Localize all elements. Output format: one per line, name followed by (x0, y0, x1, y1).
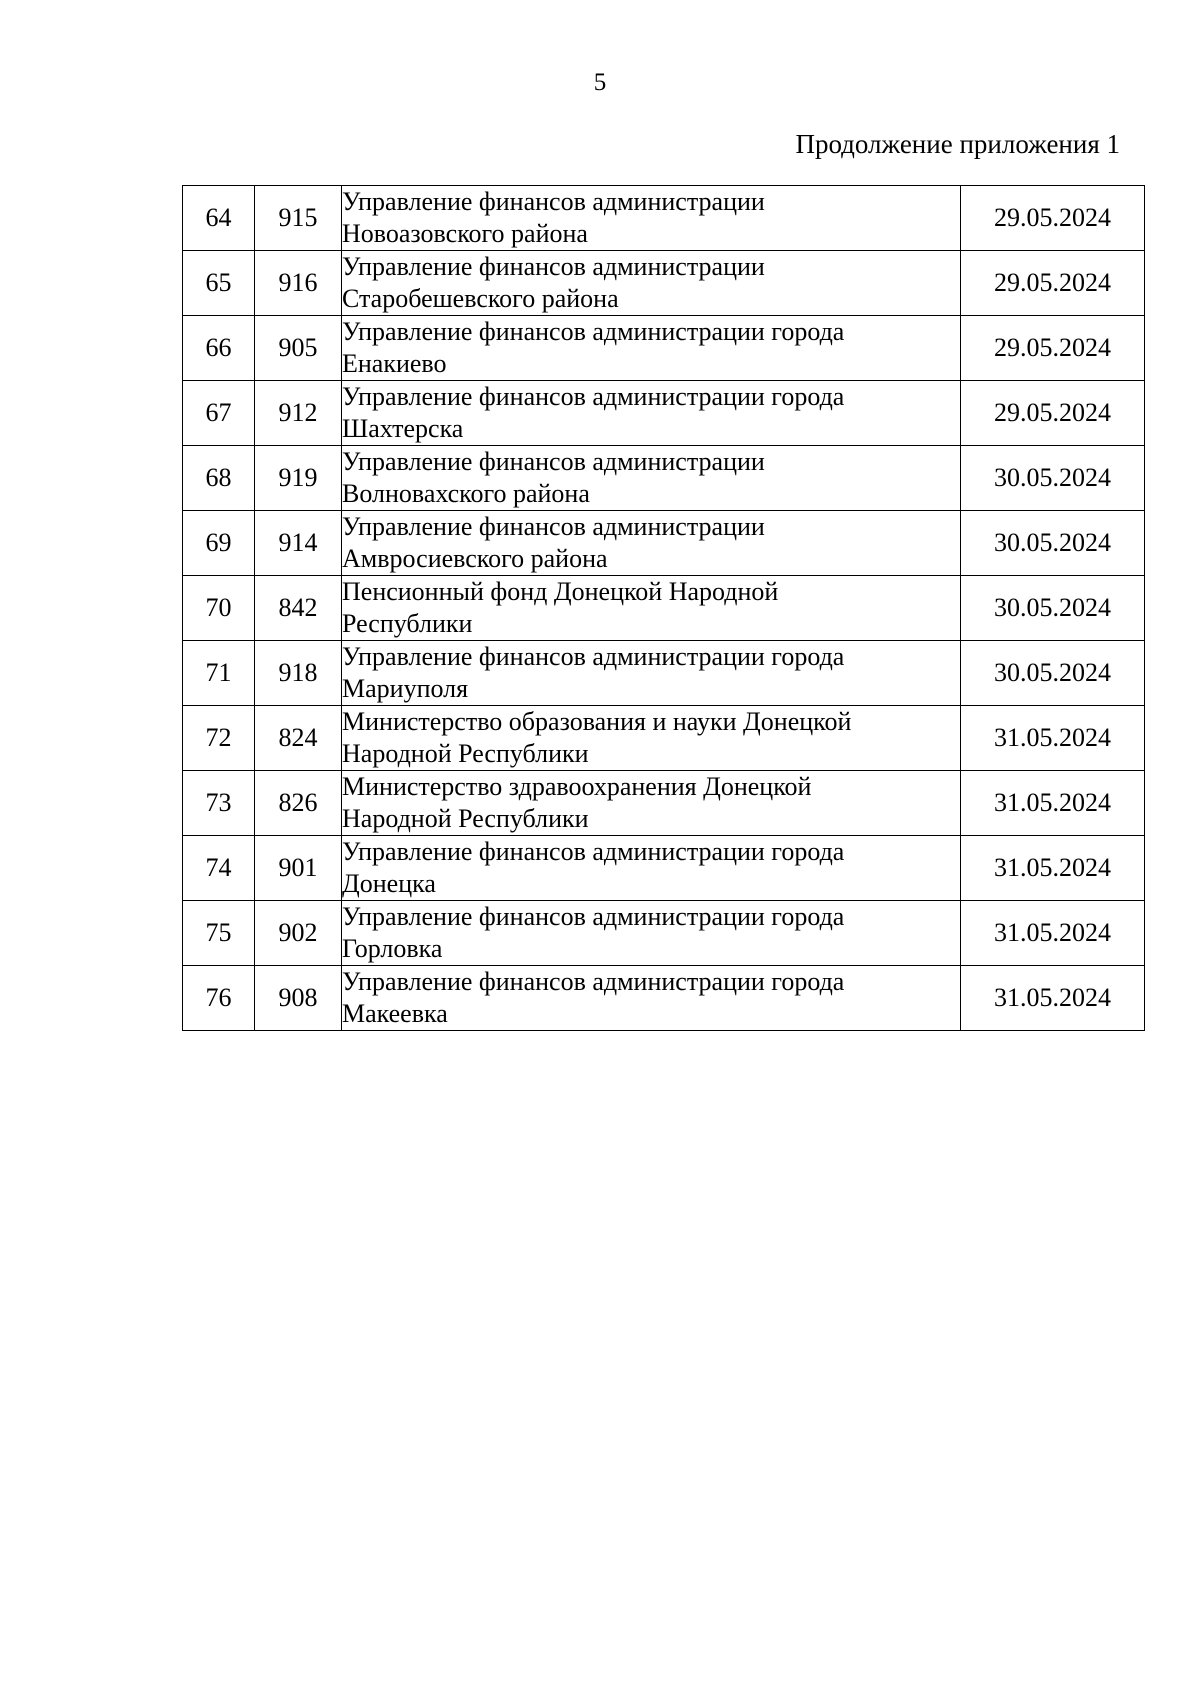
date-cell: 29.05.2024 (961, 316, 1145, 381)
date-cell: 31.05.2024 (961, 706, 1145, 771)
table-row (183, 771, 1145, 836)
organization-name-line: Управление финансов администрации города (342, 902, 845, 931)
table-row (183, 641, 1145, 706)
code-cell: 901 (255, 836, 342, 901)
organization-name-cell (342, 446, 961, 511)
organization-name-line: Министерство здравоохранения Донецкой (342, 772, 812, 801)
code-cell: 902 (255, 901, 342, 966)
organization-name-cell (342, 316, 961, 381)
organization-name-cell (342, 706, 961, 771)
date-cell: 31.05.2024 (961, 771, 1145, 836)
organization-name-cell (342, 901, 961, 966)
row-number-cell: 73 (183, 771, 255, 836)
row-number-cell: 70 (183, 576, 255, 641)
organization-name-cell (342, 836, 961, 901)
table-row (183, 446, 1145, 511)
table-row (183, 511, 1145, 576)
organization-name-line: Республики (342, 609, 473, 638)
table-row (183, 186, 1145, 251)
organization-name-cell (342, 771, 961, 836)
organization-name-line: Управление финансов администрации города (342, 837, 845, 866)
organization-name-cell (342, 381, 961, 446)
code-cell: 905 (255, 316, 342, 381)
row-number-cell: 66 (183, 316, 255, 381)
organization-name-line: Народной Республики (342, 739, 589, 768)
row-number-cell: 71 (183, 641, 255, 706)
code-cell: 919 (255, 446, 342, 511)
row-number-cell: 69 (183, 511, 255, 576)
date-cell: 30.05.2024 (961, 576, 1145, 641)
organization-name-line: Енакиево (342, 349, 447, 378)
table-row (183, 706, 1145, 771)
organization-name-cell (342, 576, 961, 641)
organization-name-line: Пенсионный фонд Донецкой Народной (342, 577, 779, 606)
organization-name-cell (342, 251, 961, 316)
registry-table (182, 185, 1145, 1031)
table-row (183, 381, 1145, 446)
code-cell: 915 (255, 186, 342, 251)
row-number-cell: 72 (183, 706, 255, 771)
organization-name-line: Новоазовского района (342, 219, 588, 248)
code-cell: 908 (255, 966, 342, 1031)
code-cell: 914 (255, 511, 342, 576)
date-cell: 29.05.2024 (961, 186, 1145, 251)
organization-name-line: Управление финансов администрации города (342, 642, 845, 671)
organization-name-line: Управление финансов администрации города (342, 382, 845, 411)
organization-name-line: Шахтерска (342, 414, 464, 443)
organization-name-cell (342, 186, 961, 251)
row-number-cell: 75 (183, 901, 255, 966)
organization-name-line: Министерство образования и науки Донецкой (342, 707, 852, 736)
organization-name-line: Народной Республики (342, 804, 589, 833)
row-number-cell: 76 (183, 966, 255, 1031)
registry-table-body (183, 186, 1145, 1031)
organization-name-line: Управление финансов администрации города (342, 967, 845, 996)
row-number-cell: 67 (183, 381, 255, 446)
organization-name-line: Управление финансов администрации (342, 187, 765, 216)
date-cell: 31.05.2024 (961, 836, 1145, 901)
row-number-cell: 68 (183, 446, 255, 511)
organization-name-line: Старобешевского района (342, 284, 619, 313)
organization-name-line: Мариуполя (342, 674, 469, 703)
code-cell: 912 (255, 381, 342, 446)
date-cell: 29.05.2024 (961, 381, 1145, 446)
row-number-cell: 65 (183, 251, 255, 316)
row-number-cell: 74 (183, 836, 255, 901)
organization-name-line: Управление финансов администрации (342, 447, 765, 476)
code-cell: 918 (255, 641, 342, 706)
organization-name-line: Управление финансов администрации города (342, 317, 845, 346)
table-row (183, 316, 1145, 381)
organization-name-line: Донецка (342, 869, 436, 898)
date-cell: 31.05.2024 (961, 966, 1145, 1031)
date-cell: 30.05.2024 (961, 641, 1145, 706)
code-cell: 916 (255, 251, 342, 316)
organization-name-line: Управление финансов администрации (342, 512, 765, 541)
date-cell: 31.05.2024 (961, 901, 1145, 966)
organization-name-line: Волновахского района (342, 479, 590, 508)
table-row (183, 836, 1145, 901)
organization-name-line: Макеевка (342, 999, 448, 1028)
code-cell: 826 (255, 771, 342, 836)
date-cell: 30.05.2024 (961, 511, 1145, 576)
appendix-continuation-heading: Продолжение приложения 1 (795, 129, 1120, 159)
organization-name-line: Амвросиевского района (342, 544, 608, 573)
organization-name-line: Горловка (342, 934, 443, 963)
organization-name-cell (342, 641, 961, 706)
organization-name-cell (342, 966, 961, 1031)
row-number-cell: 64 (183, 186, 255, 251)
organization-name-cell (342, 511, 961, 576)
date-cell: 30.05.2024 (961, 446, 1145, 511)
date-cell: 29.05.2024 (961, 251, 1145, 316)
table-row (183, 576, 1145, 641)
table-row (183, 251, 1145, 316)
code-cell: 824 (255, 706, 342, 771)
organization-name-line: Управление финансов администрации (342, 252, 765, 281)
code-cell: 842 (255, 576, 342, 641)
page-number: 5 (593, 69, 607, 96)
table-row (183, 901, 1145, 966)
table-row (183, 966, 1145, 1031)
